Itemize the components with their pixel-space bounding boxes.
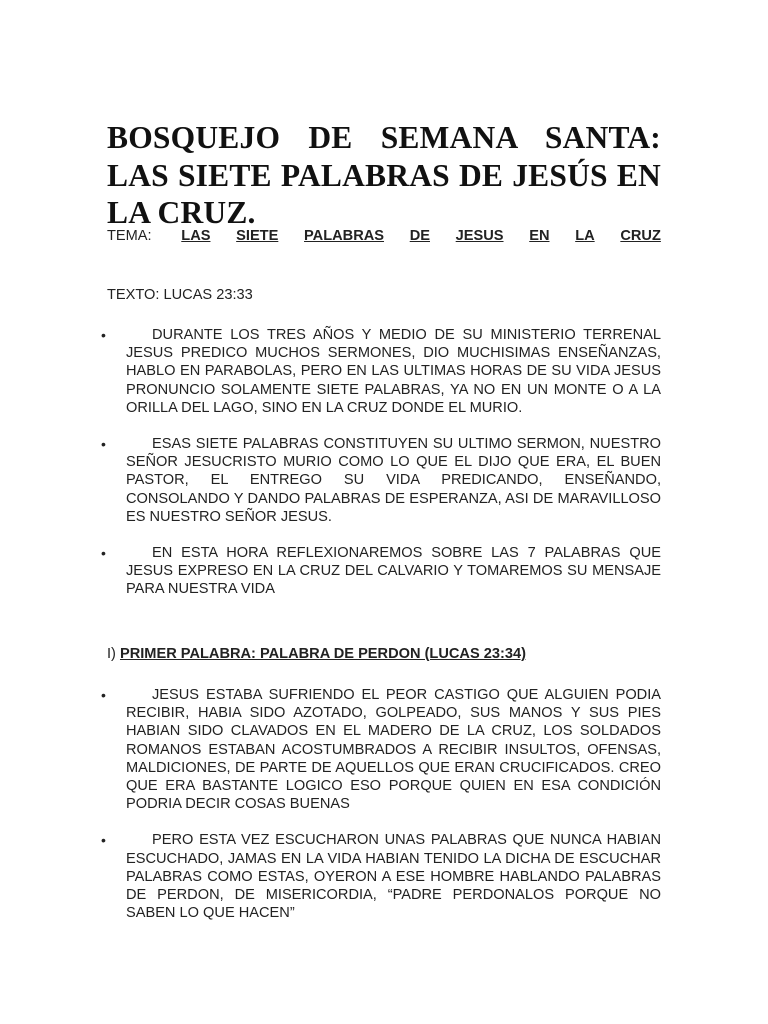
tema-word: CRUZ	[620, 228, 661, 244]
tema-word: LA	[575, 228, 595, 244]
texto-reference: TEXTO: LUCAS 23:33	[107, 287, 253, 303]
list-item	[101, 435, 661, 526]
list-item	[101, 544, 661, 599]
tema-word: JESUS	[455, 228, 504, 244]
list-item	[101, 831, 661, 922]
tema-word: DE	[409, 228, 430, 244]
list-item	[101, 326, 661, 417]
paragraph-text: PERO ESTA VEZ ESCUCHARON UNAS PALABRAS QUE NUNCA HABIAN ESCUCHADO, JAMAS EN LA VIDA HABIAN TENIDO LA DICHA DE ESCUCHAR PALABRAS COMO ESTAS, OYERON A ESE HOMBRE HABLANDO PALABRAS DE PERDON, DE MISERICORDIA, “PADRE PERDONALOS PORQUE NO SABEN LO QUE HACEN”	[126, 832, 661, 922]
section-heading	[107, 645, 526, 663]
bullet-icon: •	[101, 545, 106, 562]
list-item	[101, 686, 661, 813]
section-prefix: I)	[107, 646, 116, 662]
tema-line	[107, 227, 661, 245]
paragraph-text: DURANTE LOS TRES AÑOS Y MEDIO DE SU MINISTERIO TERRENAL JESUS PREDICO MUCHOS SERMONES, DIO MUCHISIMAS ENSEÑANZAS, HABLO EN PARABOLAS, PERO EN LAS ULTIMAS HORAS DE SU VIDA JESUS PRONUNCIO SOLAMENTE SIETE PALABRAS, YA NO EN UN MONTE O A LA ORILLA DEL LAGO, SINO EN LA CRUZ DONDE EL MURIO.	[126, 327, 661, 416]
section-title: PRIMER PALABRA: PALABRA DE PERDON (LUCAS 23:34)	[119, 646, 526, 662]
tema-label: TEMA:	[107, 228, 152, 244]
paragraph-text: ESAS SIETE PALABRAS CONSTITUYEN SU ULTIMO SERMON, NUESTRO SEÑOR JESUCRISTO MURIO COMO LO QUE EL DIJO QUE ERA, EL BUEN PASTOR, EL ENTREGO SU VIDA PREDICANDO, ENSEÑANDO, CONSOLANDO Y DANDO PALABRAS DE ESPERANZA, ASI DE MARAVILLOSO ES NUESTRO SEÑOR JESUS.	[126, 436, 661, 525]
tema-word: PALABRAS	[304, 228, 385, 244]
document-title: BOSQUEJO DE SEMANA SANTA: LAS SIETE PALABRAS DE JESÚS EN LA CRUZ.	[107, 120, 661, 230]
bullet-icon: •	[101, 436, 106, 453]
bullet-icon: •	[101, 832, 106, 849]
paragraph-text: JESUS ESTABA SUFRIENDO EL PEOR CASTIGO QUE ALGUIEN PODIA RECIBIR, HABIA SIDO AZOTADO, GOLPEADO, SUS MANOS Y SUS PIES HABIAN SIDO CLAVADOS EN EL MADERO DE LA CRUZ, LOS SOLDADOS ROMANOS ESTABAN ACOSTUMBRADOS A RECIBIR INSULTOS, OFENSAS, MALDICIONES, DE PARTE DE AQUELLOS QUE ERAN CRUCIFICADOS. CREO QUE ERA BASTANTE LOGICO ESO PORQUE QUIEN EN ESA CONDICIÓN PODRIA DECIR COSAS BUENAS	[126, 687, 661, 813]
intro-bullet-list	[101, 326, 661, 599]
paragraph-text: EN ESTA HORA REFLEXIONAREMOS SOBRE LAS 7 PALABRAS QUE JESUS EXPRESO EN LA CRUZ DEL CALVARIO Y TOMAREMOS SU MENSAJE PARA NUESTRA VIDA	[126, 545, 661, 598]
tema-word: EN	[529, 228, 550, 244]
section1-bullet-list	[101, 686, 661, 922]
bullet-icon: •	[101, 687, 106, 703]
bullet-icon: •	[101, 327, 106, 343]
tema-word: LAS	[181, 228, 211, 244]
tema-word: SIETE	[236, 228, 279, 244]
